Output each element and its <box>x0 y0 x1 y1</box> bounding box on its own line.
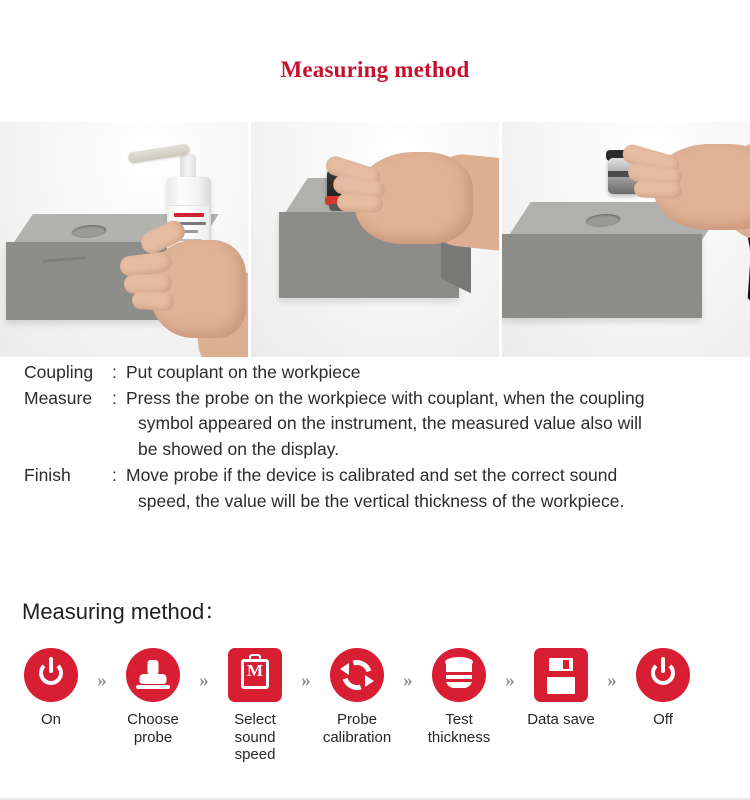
instruction-line: Press the probe on the workpiece with couplant, when the coupling <box>126 387 645 408</box>
instruction-colon: : <box>112 387 117 408</box>
flow-step-label: On <box>40 711 61 728</box>
flow-step-label: Select sound speed <box>234 711 276 764</box>
photo-coupling <box>0 122 248 357</box>
instruction-text <box>126 360 740 386</box>
instruction-line: Put couplant on the workpiece <box>126 362 361 382</box>
instruction-line: be showed on the display. <box>138 439 340 460</box>
page-title: Measuring method <box>280 57 470 82</box>
flow-separator: » <box>403 670 413 691</box>
instruction-label: Measure <box>24 387 93 408</box>
photo-finish <box>502 122 750 357</box>
photo-strip <box>0 122 750 357</box>
flow-step-label: Data save <box>527 711 595 728</box>
probe-icon <box>126 648 180 702</box>
finger <box>131 291 174 312</box>
flow-step-label: Probe calibration <box>322 711 392 746</box>
power-icon <box>24 648 78 702</box>
instruction-line: Move probe if the device is calibrated and set the correct sound <box>126 464 618 485</box>
flow-step-test-thickness[interactable] <box>422 648 496 746</box>
flow-step-sound-speed[interactable] <box>218 648 292 764</box>
instruction-row-measure <box>24 386 740 463</box>
instruction-line: speed, the value will be the vertical thickness of the workpiece. <box>138 490 625 511</box>
flow-separator: » <box>505 670 515 691</box>
flow-diagram <box>14 648 736 764</box>
instruction-line: symbol appeared on the instrument, the measured value also will <box>138 413 642 434</box>
floppy-save-icon <box>534 648 588 702</box>
instruction-row-coupling <box>24 360 740 386</box>
calibration-icon <box>330 648 384 702</box>
instruction-text <box>126 463 740 514</box>
flow-step-on[interactable] <box>14 648 88 729</box>
flow-step-label: Off <box>653 711 673 728</box>
finger <box>634 180 683 199</box>
thickness-cup-icon <box>432 648 486 702</box>
instruction-list <box>24 360 740 514</box>
power-icon <box>636 648 690 702</box>
flow-step-off[interactable] <box>626 648 700 729</box>
instruction-colon: : <box>112 464 117 485</box>
instruction-colon: : <box>112 362 117 382</box>
flow-separator: » <box>301 670 311 691</box>
flow-step-calibration[interactable] <box>320 648 394 746</box>
flow-step-choose-probe[interactable] <box>116 648 190 746</box>
flow-step-data-save[interactable] <box>524 648 598 729</box>
flow-step-label: Test thickness <box>427 711 491 746</box>
flow-step-label: Choose probe <box>127 711 179 746</box>
instruction-label: Finish <box>24 464 71 485</box>
flow-heading: Measuring method： <box>22 599 227 624</box>
instruction-text <box>126 386 740 463</box>
flow-separator: » <box>97 670 107 691</box>
flow-separator: » <box>607 670 617 691</box>
flow-separator: » <box>199 670 209 691</box>
sound-speed-icon: M <box>228 648 282 702</box>
instruction-row-finish <box>24 463 740 514</box>
instruction-label: Coupling <box>24 362 94 382</box>
photo-measure <box>251 122 499 357</box>
finger <box>337 193 384 213</box>
